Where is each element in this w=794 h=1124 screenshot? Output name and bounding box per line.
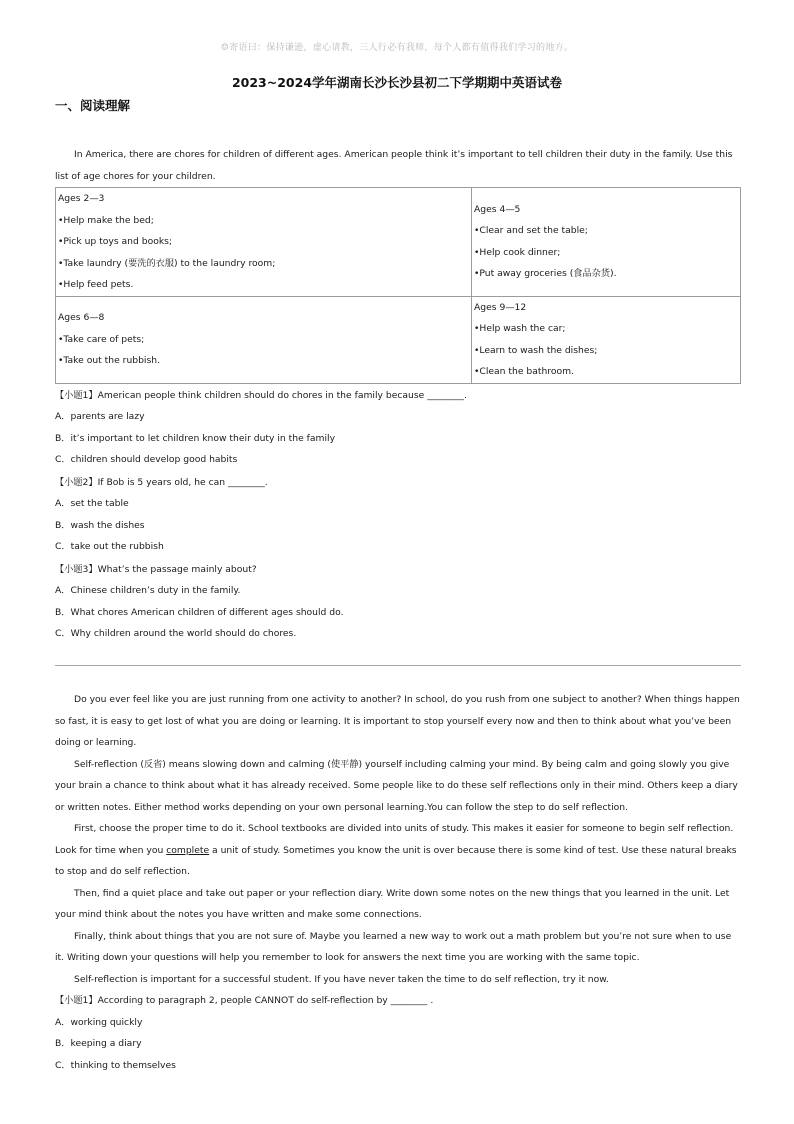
passage-1-intro: In America, there are chores for children of different ages. American people think it’s important to tell children their duty in the family. Use this list of age chores for your children. [55, 149, 733, 182]
answer-option[interactable]: A．set the table [55, 498, 129, 509]
answer-option[interactable]: B．What chores American children of different ages should do. [55, 606, 344, 618]
passage-2-paragraph-4: Then, find a quiet place and take out paper or your reflection diary. Write down some notes on the new things that you learned in the unit. Let your mind think about the notes you have written and make some connections. [55, 887, 730, 920]
answer-option[interactable]: C．children should develop good habits [55, 454, 238, 465]
passage-2-paragraph-6: Self-reflection is important for a successful student. If you have never taken the time to do self reflection, try it now. [74, 973, 609, 985]
chore-item: •Take laundry (要洗的衣服) to the laundry room; [58, 257, 276, 269]
age-group-label: Ages 6—8 [58, 312, 105, 324]
question-text: 【小题1】According to paragraph 2, people CANNOT do self-reflection by ________ . [55, 995, 434, 1006]
underlined-word: complete [166, 844, 210, 856]
answer-option[interactable]: A．parents are lazy [55, 411, 145, 422]
answer-option[interactable]: A．Chinese children’s duty in the family. [55, 585, 241, 596]
section-heading: 一、阅读理解 [55, 98, 131, 113]
question-3 [55, 559, 741, 645]
passage-2 [55, 689, 741, 1076]
passage-2-paragraph-5: Finally, think about things that you are not sure of. Maybe you learned a new way to work out a math problem but you’re not sure when to use it. Writing down your questions will help you remember to look for answers the next time you are working with the same topic. [55, 930, 732, 963]
paragraph-text: First, choose the proper time to do it. School textbooks are divided into units of study. This makes it easier for someone to begin self reflection. Look for time when you [55, 823, 734, 856]
question-text: 【小题3】What’s the passage mainly about? [55, 563, 257, 575]
answer-option[interactable]: C．thinking to themselves [55, 1059, 176, 1071]
chore-item: •Learn to wash the dishes; [474, 344, 598, 356]
age-group-label: Ages 4—5 [474, 203, 521, 215]
chores-table-row [56, 188, 741, 297]
chore-item: •Take out the rubbish. [58, 355, 161, 367]
chore-item: •Help wash the car; [474, 323, 566, 334]
answer-option[interactable]: A．working quickly [55, 1016, 143, 1028]
chore-item: •Take care of pets; [58, 333, 145, 345]
answer-option[interactable]: C．Why children around the world should do chores. [55, 628, 297, 639]
question-2 [55, 472, 741, 558]
chores-cell-ages-2-3 [56, 188, 472, 297]
answer-option[interactable]: B．it’s important to let children know their duty in the family [55, 432, 336, 444]
question-4 [55, 990, 741, 1076]
passage-2-paragraph-3 [55, 818, 741, 883]
document-title: 2023~2024学年湖南长沙长沙县初二下学期期中英语试卷 [231, 75, 563, 90]
chore-item: •Put away groceries (食品杂货). [474, 268, 617, 280]
chores-table-row [56, 296, 741, 383]
chore-item: •Clean the bathroom. [474, 366, 574, 377]
page-watermark: ☺寄语曰：保持谦逊，虚心请教，三人行必有我师，每个人都有值得我们学习的地方。 [220, 43, 574, 53]
chore-item: •Pick up toys and books; [58, 236, 173, 247]
passage-2-paragraph-2: Self-reflection (反省) means slowing down and calming (使平静) yourself including calming your mind. By being calm and going slowly you give your brain a chance to think about what it has already received. Some people like to do these self reflections only in their mind. Others keep a diary or written notes. Either method works depending on your own personal learning.You can follow the step to do self reflection. [55, 758, 738, 813]
question-text: 【小题2】If Bob is 5 years old, he can ________. [55, 476, 268, 488]
chores-cell-ages-4-5 [472, 188, 741, 297]
chore-item: •Help feed pets. [58, 279, 134, 290]
answer-option[interactable]: B．keeping a diary [55, 1038, 142, 1049]
paragraph-text: a unit of study. Sometimes you know the unit is over because there is some kind of test. Use these natural breaks to stop and do self reflection. [55, 844, 737, 877]
passage-divider [55, 665, 741, 666]
chores-table [55, 187, 741, 384]
chore-item: •Clear and set the table; [474, 225, 588, 237]
age-group-label: Ages 9—12 [474, 301, 527, 313]
answer-option[interactable]: C．take out the rubbish [55, 541, 164, 552]
question-text: 【小题1】American people think children should do chores in the family because ________. [55, 389, 467, 401]
chore-item: •Help cook dinner; [474, 246, 561, 258]
passage-2-paragraph-1: Do you ever feel like you are just running from one activity to another? In school, do you rush from one subject to another? When things happen so fast, it is easy to get lost of what you are doing or learning. It is important to stop yourself every now and then to think about what you’ve been doing or learning. [55, 694, 740, 748]
question-1 [55, 385, 741, 471]
age-group-label: Ages 2—3 [58, 193, 105, 204]
answer-option[interactable]: B．wash the dishes [55, 519, 145, 531]
chore-item: •Help make the bed; [58, 214, 154, 226]
chores-cell-ages-9-12 [472, 296, 741, 383]
chores-cell-ages-6-8 [56, 296, 472, 383]
passage-1 [55, 144, 741, 645]
